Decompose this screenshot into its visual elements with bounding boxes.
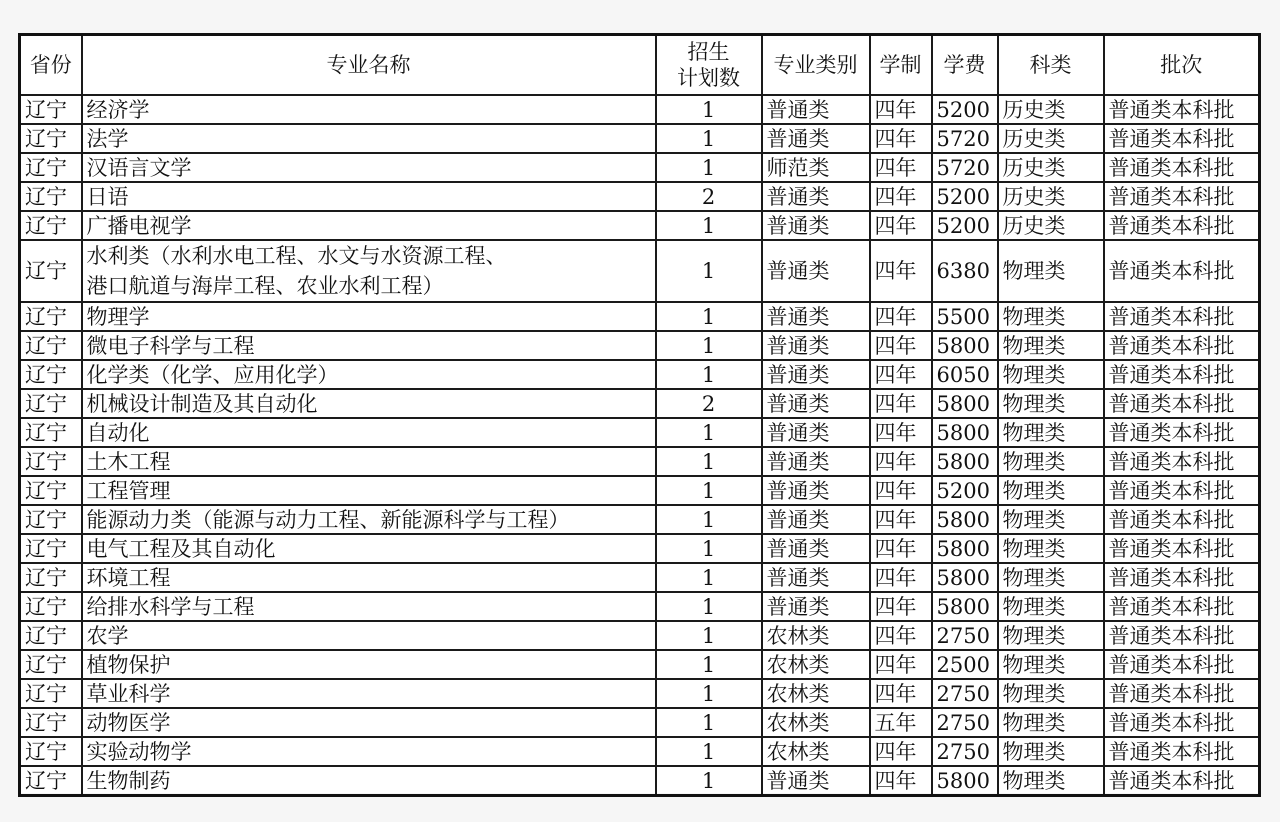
subject-cell: 物理类	[998, 476, 1104, 505]
province-cell: 辽宁	[20, 389, 82, 418]
major-cell: 自动化	[82, 418, 656, 447]
subject-cell: 物理类	[998, 592, 1104, 621]
years-cell: 四年	[870, 476, 932, 505]
batch-cell: 普通类本科批	[1104, 360, 1260, 389]
table-row	[20, 534, 1260, 563]
province-cell: 辽宁	[20, 331, 82, 360]
years-cell: 四年	[870, 621, 932, 650]
subject-cell: 历史类	[998, 124, 1104, 153]
province-cell: 辽宁	[20, 360, 82, 389]
years-cell: 四年	[870, 650, 932, 679]
major-cell: 机械设计制造及其自动化	[82, 389, 656, 418]
header-plan-count-line1: 招生	[687, 40, 730, 64]
plan-count-cell: 1	[656, 476, 762, 505]
fee-cell: 2750	[932, 621, 998, 650]
years-cell: 四年	[870, 153, 932, 182]
fee-cell: 6050	[932, 360, 998, 389]
major-cell: 汉语言文学	[82, 153, 656, 182]
major-cell: 广播电视学	[82, 211, 656, 240]
category-cell: 普通类	[762, 418, 870, 447]
province-cell: 辽宁	[20, 418, 82, 447]
plan-count-cell: 1	[656, 418, 762, 447]
subject-cell: 物理类	[998, 389, 1104, 418]
table-row	[20, 331, 1260, 360]
plan-count-cell: 2	[656, 389, 762, 418]
table-row	[20, 389, 1260, 418]
years-cell: 四年	[870, 737, 932, 766]
major-cell: 法学	[82, 124, 656, 153]
fee-cell: 5500	[932, 302, 998, 331]
batch-cell: 普通类本科批	[1104, 182, 1260, 211]
subject-cell: 物理类	[998, 447, 1104, 476]
table-row	[20, 592, 1260, 621]
batch-cell: 普通类本科批	[1104, 211, 1260, 240]
table-row	[20, 447, 1260, 476]
years-cell: 四年	[870, 302, 932, 331]
table-row	[20, 95, 1260, 124]
major-cell: 工程管理	[82, 476, 656, 505]
header-plan-count	[656, 35, 762, 96]
category-cell: 普通类	[762, 389, 870, 418]
table-row	[20, 766, 1260, 796]
table-row	[20, 302, 1260, 331]
province-cell: 辽宁	[20, 563, 82, 592]
table-row	[20, 211, 1260, 240]
category-cell: 普通类	[762, 505, 870, 534]
subject-cell: 历史类	[998, 211, 1104, 240]
subject-cell: 物理类	[998, 302, 1104, 331]
subject-cell: 历史类	[998, 182, 1104, 211]
plan-count-cell: 1	[656, 153, 762, 182]
province-cell: 辽宁	[20, 505, 82, 534]
category-cell: 农林类	[762, 621, 870, 650]
province-cell: 辽宁	[20, 766, 82, 796]
province-cell: 辽宁	[20, 211, 82, 240]
years-cell: 四年	[870, 182, 932, 211]
plan-count-cell: 1	[656, 737, 762, 766]
province-cell: 辽宁	[20, 124, 82, 153]
category-cell: 师范类	[762, 153, 870, 182]
category-cell: 普通类	[762, 182, 870, 211]
plan-count-cell: 1	[656, 650, 762, 679]
table-row	[20, 563, 1260, 592]
category-cell: 普通类	[762, 95, 870, 124]
table-row	[20, 708, 1260, 737]
plan-count-cell: 1	[656, 240, 762, 302]
subject-cell: 物理类	[998, 534, 1104, 563]
plan-count-cell: 1	[656, 563, 762, 592]
category-cell: 普通类	[762, 211, 870, 240]
category-cell: 普通类	[762, 592, 870, 621]
category-cell: 普通类	[762, 534, 870, 563]
major-cell: 电气工程及其自动化	[82, 534, 656, 563]
years-cell: 四年	[870, 418, 932, 447]
header-province: 省份	[20, 35, 82, 96]
fee-cell: 6380	[932, 240, 998, 302]
table-row	[20, 650, 1260, 679]
batch-cell: 普通类本科批	[1104, 331, 1260, 360]
table-row	[20, 182, 1260, 211]
major-cell: 生物制药	[82, 766, 656, 796]
plan-count-cell: 2	[656, 182, 762, 211]
fee-cell: 2500	[932, 650, 998, 679]
fee-cell: 5800	[932, 389, 998, 418]
table-row	[20, 679, 1260, 708]
subject-cell: 物理类	[998, 679, 1104, 708]
province-cell: 辽宁	[20, 650, 82, 679]
table-body	[20, 95, 1260, 796]
years-cell: 四年	[870, 95, 932, 124]
subject-cell: 历史类	[998, 95, 1104, 124]
major-cell: 化学类（化学、应用化学）	[82, 360, 656, 389]
batch-cell: 普通类本科批	[1104, 447, 1260, 476]
province-cell: 辽宁	[20, 240, 82, 302]
batch-cell: 普通类本科批	[1104, 476, 1260, 505]
batch-cell: 普通类本科批	[1104, 650, 1260, 679]
major-cell: 草业科学	[82, 679, 656, 708]
major-line-2: 港口航道与海岸工程、农业水利工程）	[86, 274, 444, 298]
batch-cell: 普通类本科批	[1104, 592, 1260, 621]
batch-cell: 普通类本科批	[1104, 563, 1260, 592]
province-cell: 辽宁	[20, 95, 82, 124]
plan-count-cell: 1	[656, 534, 762, 563]
plan-count-cell: 1	[656, 766, 762, 796]
header-major: 专业名称	[82, 35, 656, 96]
plan-count-cell: 1	[656, 708, 762, 737]
major-cell: 经济学	[82, 95, 656, 124]
fee-cell: 5800	[932, 505, 998, 534]
years-cell: 五年	[870, 708, 932, 737]
major-cell: 农学	[82, 621, 656, 650]
header-batch: 批次	[1104, 35, 1260, 96]
major-cell: 能源动力类（能源与动力工程、新能源科学与工程）	[82, 505, 656, 534]
subject-cell: 物理类	[998, 621, 1104, 650]
header-category: 专业类别	[762, 35, 870, 96]
major-cell: 动物医学	[82, 708, 656, 737]
plan-count-cell: 1	[656, 621, 762, 650]
table-row	[20, 505, 1260, 534]
batch-cell: 普通类本科批	[1104, 534, 1260, 563]
batch-cell: 普通类本科批	[1104, 389, 1260, 418]
province-cell: 辽宁	[20, 447, 82, 476]
fee-cell: 5800	[932, 534, 998, 563]
table-row	[20, 418, 1260, 447]
years-cell: 四年	[870, 534, 932, 563]
fee-cell: 5720	[932, 153, 998, 182]
fee-cell: 5800	[932, 563, 998, 592]
batch-cell: 普通类本科批	[1104, 766, 1260, 796]
plan-count-cell: 1	[656, 447, 762, 476]
years-cell: 四年	[870, 563, 932, 592]
years-cell: 四年	[870, 679, 932, 708]
table-row	[20, 360, 1260, 389]
fee-cell: 5200	[932, 95, 998, 124]
category-cell: 普通类	[762, 124, 870, 153]
years-cell: 四年	[870, 389, 932, 418]
major-cell	[82, 240, 656, 302]
header-fee: 学费	[932, 35, 998, 96]
major-cell: 给排水科学与工程	[82, 592, 656, 621]
table-row	[20, 621, 1260, 650]
table-row	[20, 240, 1260, 302]
major-cell: 物理学	[82, 302, 656, 331]
years-cell: 四年	[870, 240, 932, 302]
admission-plan-sheet	[18, 33, 1260, 793]
years-cell: 四年	[870, 505, 932, 534]
table-row	[20, 737, 1260, 766]
batch-cell: 普通类本科批	[1104, 302, 1260, 331]
header-years: 学制	[870, 35, 932, 96]
province-cell: 辽宁	[20, 534, 82, 563]
fee-cell: 5720	[932, 124, 998, 153]
fee-cell: 5800	[932, 447, 998, 476]
subject-cell: 历史类	[998, 153, 1104, 182]
province-cell: 辽宁	[20, 679, 82, 708]
years-cell: 四年	[870, 360, 932, 389]
fee-cell: 5800	[932, 766, 998, 796]
province-cell: 辽宁	[20, 621, 82, 650]
table-row	[20, 476, 1260, 505]
subject-cell: 物理类	[998, 240, 1104, 302]
fee-cell: 2750	[932, 737, 998, 766]
category-cell: 农林类	[762, 679, 870, 708]
batch-cell: 普通类本科批	[1104, 153, 1260, 182]
fee-cell: 5800	[932, 592, 998, 621]
plan-count-cell: 1	[656, 124, 762, 153]
subject-cell: 物理类	[998, 650, 1104, 679]
fee-cell: 2750	[932, 708, 998, 737]
admission-plan-table	[18, 33, 1261, 797]
years-cell: 四年	[870, 331, 932, 360]
header-row	[20, 35, 1260, 96]
category-cell: 普通类	[762, 766, 870, 796]
plan-count-cell: 1	[656, 679, 762, 708]
category-cell: 农林类	[762, 737, 870, 766]
major-cell: 实验动物学	[82, 737, 656, 766]
plan-count-cell: 1	[656, 211, 762, 240]
category-cell: 普通类	[762, 476, 870, 505]
plan-count-cell: 1	[656, 592, 762, 621]
table-row	[20, 124, 1260, 153]
subject-cell: 物理类	[998, 563, 1104, 592]
plan-count-cell: 1	[656, 95, 762, 124]
major-line-1: 水利类（水利水电工程、水文与水资源工程、	[86, 244, 507, 268]
province-cell: 辽宁	[20, 476, 82, 505]
fee-cell: 5800	[932, 331, 998, 360]
years-cell: 四年	[870, 211, 932, 240]
major-cell: 日语	[82, 182, 656, 211]
province-cell: 辽宁	[20, 153, 82, 182]
subject-cell: 物理类	[998, 331, 1104, 360]
plan-count-cell: 1	[656, 505, 762, 534]
major-cell: 微电子科学与工程	[82, 331, 656, 360]
fee-cell: 5800	[932, 418, 998, 447]
batch-cell: 普通类本科批	[1104, 240, 1260, 302]
batch-cell: 普通类本科批	[1104, 95, 1260, 124]
table-row	[20, 153, 1260, 182]
category-cell: 普通类	[762, 563, 870, 592]
category-cell: 普通类	[762, 447, 870, 476]
plan-count-cell: 1	[656, 331, 762, 360]
batch-cell: 普通类本科批	[1104, 124, 1260, 153]
subject-cell: 物理类	[998, 708, 1104, 737]
subject-cell: 物理类	[998, 737, 1104, 766]
fee-cell: 5200	[932, 211, 998, 240]
years-cell: 四年	[870, 766, 932, 796]
batch-cell: 普通类本科批	[1104, 505, 1260, 534]
fee-cell: 5200	[932, 182, 998, 211]
major-cell: 植物保护	[82, 650, 656, 679]
category-cell: 普通类	[762, 302, 870, 331]
batch-cell: 普通类本科批	[1104, 621, 1260, 650]
plan-count-cell: 1	[656, 302, 762, 331]
major-cell: 土木工程	[82, 447, 656, 476]
province-cell: 辽宁	[20, 737, 82, 766]
batch-cell: 普通类本科批	[1104, 708, 1260, 737]
subject-cell: 物理类	[998, 505, 1104, 534]
category-cell: 农林类	[762, 650, 870, 679]
plan-count-cell: 1	[656, 360, 762, 389]
subject-cell: 物理类	[998, 766, 1104, 796]
province-cell: 辽宁	[20, 302, 82, 331]
fee-cell: 2750	[932, 679, 998, 708]
years-cell: 四年	[870, 447, 932, 476]
category-cell: 农林类	[762, 708, 870, 737]
category-cell: 普通类	[762, 360, 870, 389]
header-subject: 科类	[998, 35, 1104, 96]
major-cell: 环境工程	[82, 563, 656, 592]
subject-cell: 物理类	[998, 418, 1104, 447]
category-cell: 普通类	[762, 331, 870, 360]
subject-cell: 物理类	[998, 360, 1104, 389]
years-cell: 四年	[870, 592, 932, 621]
province-cell: 辽宁	[20, 592, 82, 621]
header-plan-count-line2: 计划数	[677, 66, 740, 90]
batch-cell: 普通类本科批	[1104, 418, 1260, 447]
province-cell: 辽宁	[20, 708, 82, 737]
province-cell: 辽宁	[20, 182, 82, 211]
batch-cell: 普通类本科批	[1104, 679, 1260, 708]
category-cell: 普通类	[762, 240, 870, 302]
batch-cell: 普通类本科批	[1104, 737, 1260, 766]
years-cell: 四年	[870, 124, 932, 153]
fee-cell: 5200	[932, 476, 998, 505]
